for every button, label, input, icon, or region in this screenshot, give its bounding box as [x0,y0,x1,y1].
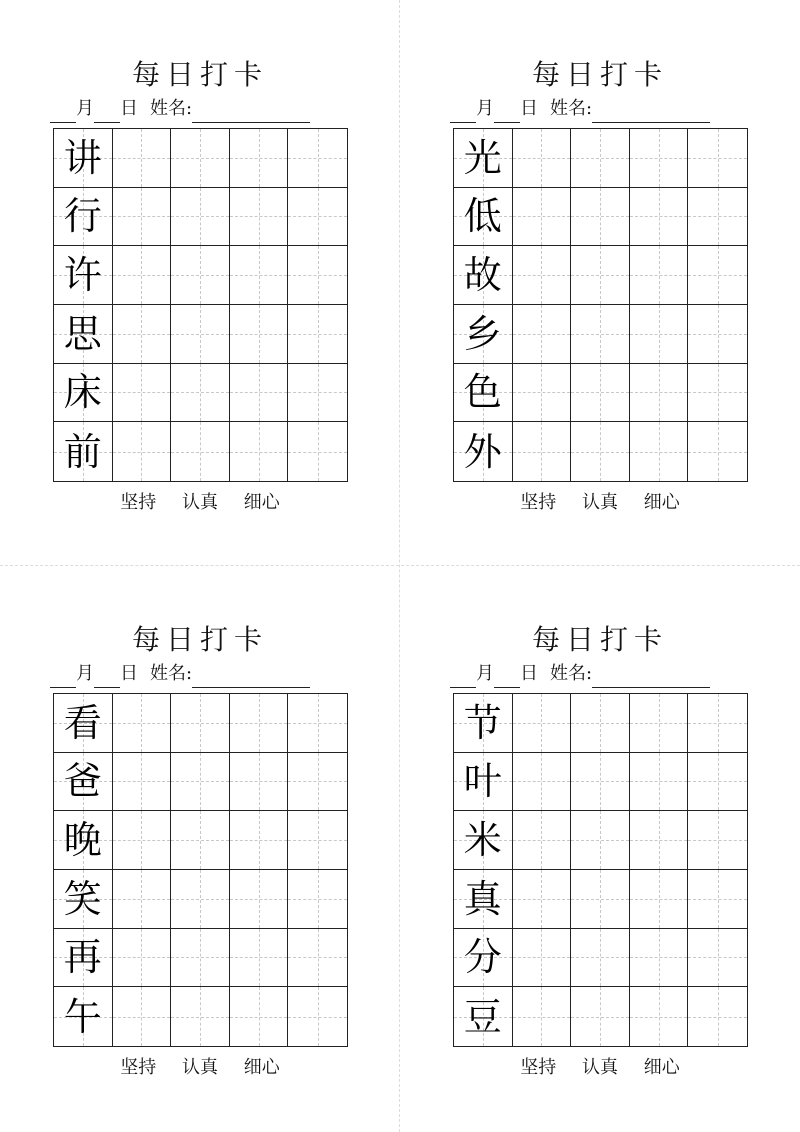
practice-cell[interactable] [230,422,289,481]
practice-cell[interactable] [171,753,230,812]
writing-grid [453,693,748,1047]
practice-cell[interactable] [288,987,347,1046]
sample-cell [54,422,113,481]
sample-character: 许 [63,253,102,298]
practice-cell[interactable] [630,811,689,870]
sample-cell [454,246,513,305]
sample-cell [454,929,513,988]
motto-word: 认真 [182,1057,218,1078]
practice-cell[interactable] [630,870,689,929]
practice-cell[interactable] [113,422,172,481]
practice-cell[interactable] [630,694,689,753]
practice-cell[interactable] [513,811,572,870]
practice-cell[interactable] [571,129,630,188]
month-label: 月 [76,98,94,119]
practice-cell[interactable] [571,929,630,988]
practice-cell[interactable] [171,246,230,305]
practice-cell[interactable] [171,987,230,1046]
practice-cell[interactable] [688,929,747,988]
practice-cell[interactable] [230,929,289,988]
practice-cell[interactable] [230,753,289,812]
sample-cell [54,305,113,364]
sample-character: 外 [463,429,502,474]
day-label: 日 [520,98,538,119]
practice-cell[interactable] [288,188,347,247]
practice-cell[interactable] [630,364,689,423]
practice-cell[interactable] [571,422,630,481]
sample-cell [454,305,513,364]
practice-cell[interactable] [688,987,747,1046]
sample-cell [54,364,113,423]
sample-cell [54,811,113,870]
practice-cell[interactable] [630,188,689,247]
practice-cell[interactable] [171,870,230,929]
practice-cell[interactable] [513,929,572,988]
card-title: 每日打卡 [531,623,668,656]
sample-cell [454,987,513,1046]
practice-cell[interactable] [571,305,630,364]
practice-cell[interactable] [230,811,289,870]
practice-cell[interactable] [288,870,347,929]
sample-cell [454,753,513,812]
practice-cell[interactable] [513,987,572,1046]
motto-word: 坚持 [520,492,557,513]
practice-card [50,55,350,525]
sample-character: 叶 [463,759,502,804]
sample-cell [54,188,113,247]
practice-cell[interactable] [288,694,347,753]
practice-cell[interactable] [571,694,630,753]
practice-cell[interactable] [688,305,747,364]
practice-cell[interactable] [688,188,747,247]
day-blank[interactable] [494,667,520,688]
sample-character: 思 [63,311,102,356]
motto-word: 细心 [643,492,680,513]
practice-cell[interactable] [688,870,747,929]
practice-cell[interactable] [571,870,630,929]
motto-word: 认真 [582,492,618,513]
name-label: 姓名: [150,663,193,684]
practice-cell[interactable] [571,188,630,247]
name-label: 姓名: [550,663,593,684]
sample-character: 节 [463,700,502,745]
name-blank[interactable] [192,667,310,688]
sample-character: 分 [463,935,502,980]
practice-cell[interactable] [230,694,289,753]
sample-character: 午 [63,994,102,1039]
motto [50,491,350,515]
card-title: 每日打卡 [531,58,668,91]
date-name-line [50,95,350,123]
card-title: 每日打卡 [131,58,268,91]
practice-cell[interactable] [171,811,230,870]
practice-cell[interactable] [688,694,747,753]
name-blank[interactable] [192,102,310,123]
practice-cell[interactable] [171,305,230,364]
date-name-line [450,95,750,123]
motto-word: 细心 [643,1057,680,1078]
practice-cell[interactable] [113,870,172,929]
sample-character: 真 [463,876,502,921]
card-title: 每日打卡 [131,623,268,656]
day-blank[interactable] [494,102,520,123]
practice-cell[interactable] [288,753,347,812]
cut-line-vertical [399,0,400,1132]
sample-character: 色 [463,370,502,415]
sample-cell [54,987,113,1046]
practice-cell[interactable] [630,753,689,812]
practice-cell[interactable] [171,694,230,753]
practice-card [450,55,750,525]
practice-cell[interactable] [171,364,230,423]
practice-cell[interactable] [230,129,289,188]
practice-cell[interactable] [688,364,747,423]
day-blank[interactable] [94,667,120,688]
day-label: 日 [120,663,138,684]
sample-character: 前 [63,429,102,474]
practice-cell[interactable] [113,364,172,423]
sample-character: 讲 [63,135,102,180]
motto-word: 坚持 [520,1057,557,1078]
practice-cell[interactable] [113,753,172,812]
sample-cell [54,129,113,188]
practice-cell[interactable] [288,422,347,481]
practice-cell[interactable] [171,929,230,988]
practice-cell[interactable] [630,129,689,188]
practice-cell[interactable] [230,870,289,929]
practice-cell[interactable] [113,694,172,753]
sample-character: 床 [63,370,102,415]
practice-cell[interactable] [571,364,630,423]
motto-word: 认真 [182,492,218,513]
practice-cell[interactable] [113,811,172,870]
practice-cell[interactable] [113,188,172,247]
practice-cell[interactable] [230,246,289,305]
month-label: 月 [76,663,94,684]
practice-cell[interactable] [571,246,630,305]
writing-grid [53,128,348,482]
practice-cell[interactable] [113,246,172,305]
month-label: 月 [476,663,494,684]
motto [50,1056,350,1080]
motto [450,1056,750,1080]
sample-character: 豆 [463,994,502,1039]
sample-character: 故 [463,253,502,298]
name-label: 姓名: [550,98,593,119]
practice-cell[interactable] [688,422,747,481]
practice-cell[interactable] [630,422,689,481]
motto-word: 细心 [243,492,280,513]
practice-cell[interactable] [171,129,230,188]
practice-cell[interactable] [171,188,230,247]
cut-line-horizontal [0,565,800,566]
sample-cell [454,811,513,870]
month-blank[interactable] [50,102,76,123]
practice-cell[interactable] [113,305,172,364]
motto-word: 坚持 [120,492,157,513]
sample-character: 米 [463,818,502,863]
sample-cell [454,694,513,753]
practice-cell[interactable] [571,753,630,812]
motto-word: 坚持 [120,1057,157,1078]
sample-character: 再 [63,935,102,980]
practice-cell[interactable] [513,188,572,247]
practice-card [50,620,350,1090]
practice-cell[interactable] [513,364,572,423]
sample-cell [454,870,513,929]
sample-cell [454,364,513,423]
sample-cell [54,753,113,812]
practice-cell[interactable] [288,929,347,988]
sample-character: 笑 [63,876,102,921]
sample-character: 乡 [463,311,502,356]
motto-word: 认真 [582,1057,618,1078]
practice-cell[interactable] [630,305,689,364]
practice-cell[interactable] [513,246,572,305]
month-blank[interactable] [50,667,76,688]
practice-cell[interactable] [288,811,347,870]
date-name-line [450,660,750,688]
practice-cell[interactable] [230,188,289,247]
month-blank[interactable] [450,102,476,123]
practice-cell[interactable] [513,753,572,812]
practice-cell[interactable] [630,929,689,988]
writing-grid [53,693,348,1047]
practice-cell[interactable] [688,753,747,812]
month-label: 月 [476,98,494,119]
sample-cell [454,188,513,247]
sample-character: 看 [63,700,102,745]
practice-cell[interactable] [230,305,289,364]
writing-grid [453,128,748,482]
sample-character: 晚 [63,818,102,863]
practice-cell[interactable] [230,987,289,1046]
sample-cell [454,129,513,188]
date-name-line [50,660,350,688]
sample-character: 低 [463,194,502,239]
practice-cell[interactable] [688,246,747,305]
practice-cell[interactable] [571,811,630,870]
sample-character: 爸 [63,759,102,804]
sample-cell [54,929,113,988]
practice-cell[interactable] [113,129,172,188]
practice-cell[interactable] [513,870,572,929]
practice-cell[interactable] [571,987,630,1046]
practice-cell[interactable] [513,422,572,481]
day-label: 日 [520,663,538,684]
sample-cell [54,870,113,929]
practice-cell[interactable] [171,422,230,481]
practice-cell[interactable] [230,364,289,423]
month-blank[interactable] [450,667,476,688]
practice-cell[interactable] [288,246,347,305]
practice-cell[interactable] [513,694,572,753]
practice-cell[interactable] [513,129,572,188]
motto-word: 细心 [243,1057,280,1078]
name-blank[interactable] [592,102,710,123]
practice-cell[interactable] [113,929,172,988]
practice-cell[interactable] [688,811,747,870]
practice-cell[interactable] [113,987,172,1046]
practice-cell[interactable] [630,987,689,1046]
motto [450,491,750,515]
sample-character: 光 [463,135,502,180]
practice-cell[interactable] [288,305,347,364]
sample-cell [54,694,113,753]
day-label: 日 [120,98,138,119]
practice-cell[interactable] [288,364,347,423]
sample-cell [54,246,113,305]
practice-cell[interactable] [288,129,347,188]
practice-cell[interactable] [513,305,572,364]
sample-cell [454,422,513,481]
sample-character: 行 [63,194,102,239]
name-label: 姓名: [150,98,193,119]
practice-cell[interactable] [630,246,689,305]
practice-cell[interactable] [688,129,747,188]
practice-card [450,620,750,1090]
name-blank[interactable] [592,667,710,688]
day-blank[interactable] [94,102,120,123]
